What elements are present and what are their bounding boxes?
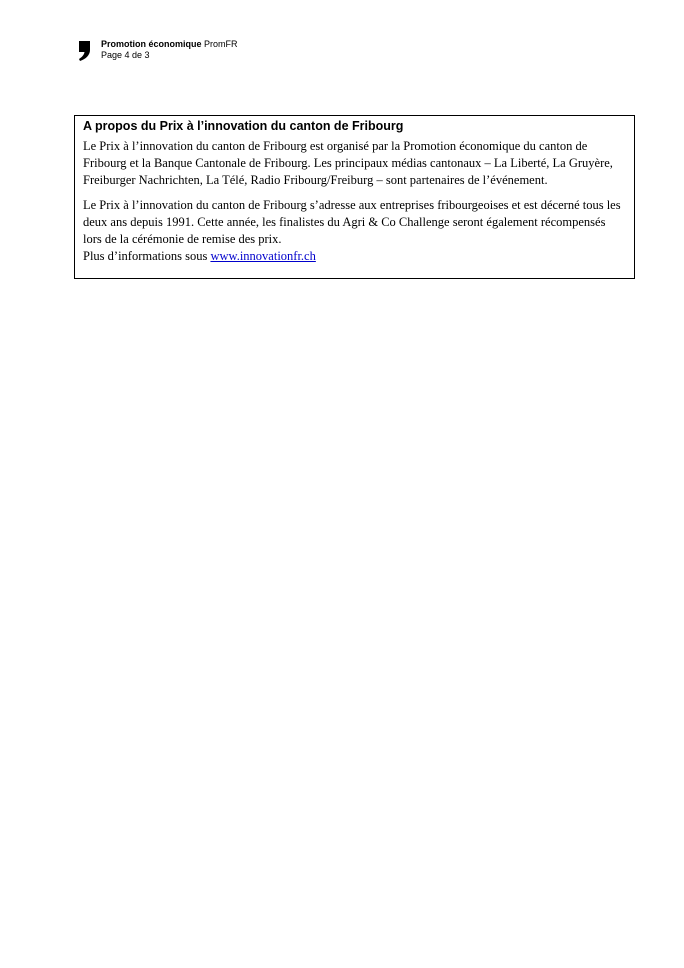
header-org-short: PromFR — [204, 39, 238, 49]
header-org-line — [101, 39, 238, 50]
more-info-label: Plus d’informations sous — [83, 249, 208, 263]
more-info-line — [83, 248, 626, 265]
info-box — [74, 115, 635, 279]
page-header — [101, 39, 238, 61]
info-paragraph-history: Le Prix à l’innovation du canton de Fribourg s’adresse aux entreprises fribourgeoises et est décerné tous les deux ans depuis 1991. Cette année, les finalistes du Agri & Co Challenge seront également récompensés lors de la cérémonie de remise des prix. — [83, 198, 621, 246]
header-org-name: Promotion économique — [101, 39, 202, 49]
innovation-website-link[interactable]: www.innovationfr.ch — [210, 249, 316, 263]
comma-logo-icon — [77, 41, 91, 61]
info-box-title: A propos du Prix à l’innovation du canton de Fribourg — [83, 119, 404, 133]
header-page-number: Page 4 de 3 — [101, 50, 150, 60]
info-paragraph-organizers: Le Prix à l’innovation du canton de Fribourg est organisé par la Promotion économique du canton de Fribourg et la Banque Cantonale de Fribourg. Les principaux médias cantonaux – La Liberté, La Gruyère, Freiburger Nachrichten, La Télé, Radio Fribourg/Freiburg – sont partenaires de l’événement. — [83, 139, 613, 187]
